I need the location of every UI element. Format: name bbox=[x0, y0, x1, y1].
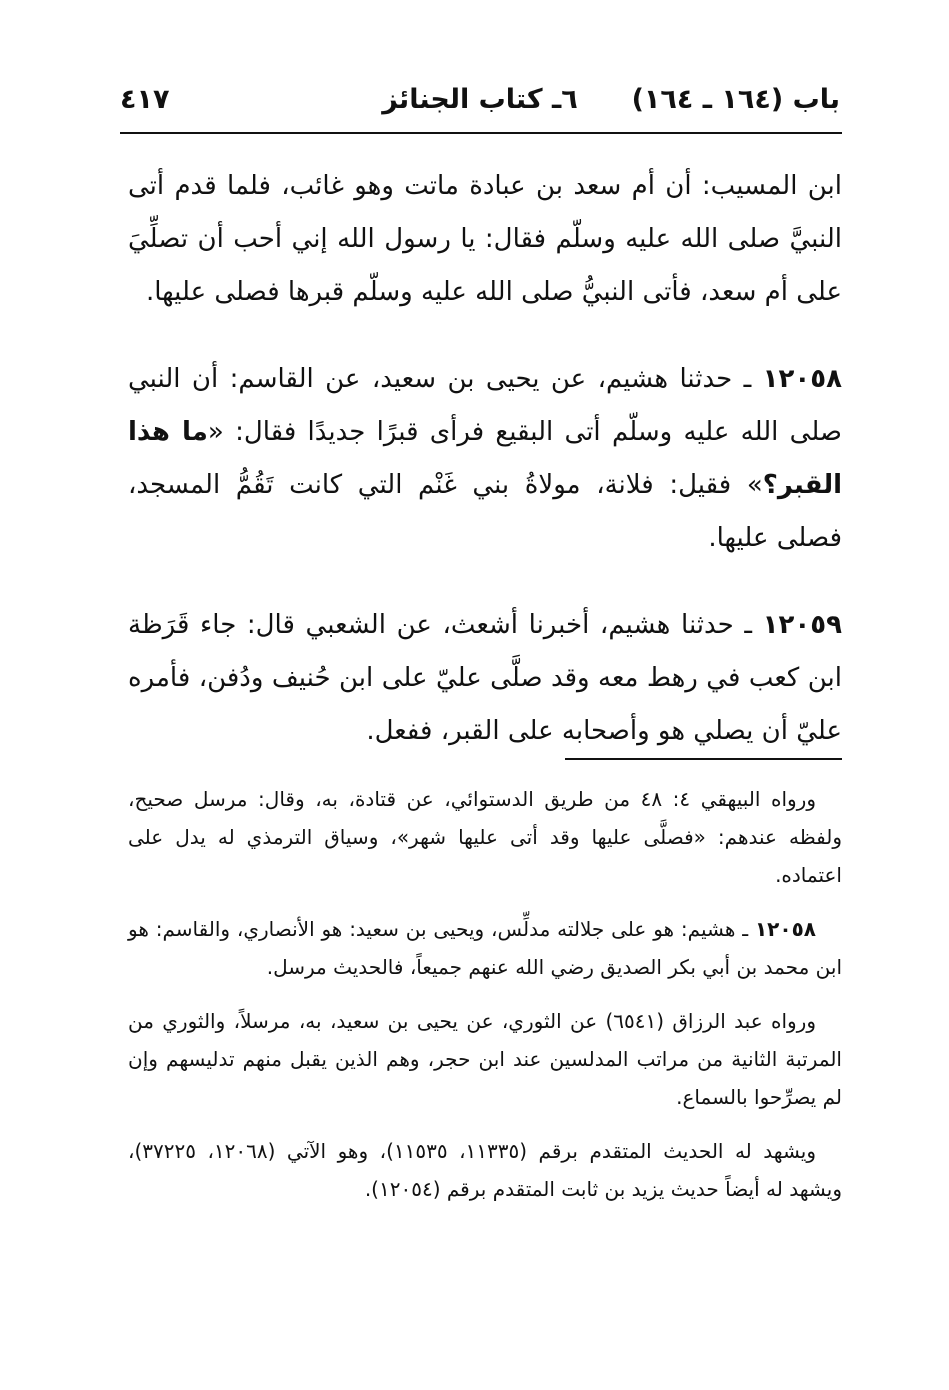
running-header bbox=[120, 80, 840, 130]
hadith-paragraph-12058 bbox=[128, 353, 842, 565]
hadith-number: ١٢٠٥٩ bbox=[762, 610, 842, 640]
main-text bbox=[128, 160, 842, 792]
paragraph-text: ـ حدثنا هشيم، أخبرنا أشعث، عن الشعبي قال: جاء قَرَظة ابن كعب في رهط معه وقد صلَّى عليّ على ابن حُنيف ودُفن، فأمره عليّ أن يصلي هو وأصحابه على القبر، ففعل. bbox=[128, 610, 842, 746]
hadith-number: ١٢٠٥٨ bbox=[762, 364, 842, 394]
header-divider bbox=[120, 132, 842, 134]
hadith-paragraph-continuation bbox=[128, 160, 842, 319]
quoted-phrase: ما هذا القبر؟ bbox=[128, 417, 842, 500]
footnote bbox=[128, 780, 842, 894]
footnote-text: ورواه البيهقي ٤: ٤٨ من طريق الدستوائي، عن قتادة، به، وقال: مرسل صحيح، ولفظه عندهم: «فصلَّى عليها وقد أتى عليها شهر»، وسياق الترمذي له يدل على اعتماده. bbox=[128, 787, 842, 887]
hadith-paragraph-12059 bbox=[128, 599, 842, 758]
footnote-number: ١٢٠٥٨ bbox=[754, 917, 816, 941]
footnote bbox=[128, 1132, 842, 1208]
footnote bbox=[128, 1002, 842, 1116]
paragraph-text: » فقيل: فلانة، مولاةُ بني غَنْم التي كانت تَقُمُّ المسجد، فصلى عليها. bbox=[128, 470, 842, 553]
footnote-text: ويشهد له الحديث المتقدم برقم (١١٣٣٥، ١١٥٣٥)، وهو الآتي (١٢٠٦٨، ٣٧٢٢٥)، ويشهد له أيضاً حديث يزيد بن ثابت المتقدم برقم (١٢٠٥٤). bbox=[128, 1139, 842, 1201]
book-title: ٦ـ كتاب الجنائز bbox=[382, 84, 578, 115]
footnote-text: ورواه عبد الرزاق (٦٥٤١) عن الثوري، عن يحيى بن سعيد، به، مرسلاً، والثوري من المرتبة الثانية من مراتب المدلسين عند ابن حجر، وهم الذين يقبل منهم تدليسهم وإن لم يصرِّحوا بالسماع. bbox=[128, 1009, 842, 1109]
footnote-divider bbox=[565, 758, 842, 760]
paragraph-text: ابن المسيب: أن أم سعد بن عبادة ماتت وهو غائب، فلما قدم أتى النبيَّ صلى الله عليه وسلّم فقال: يا رسول الله إني أحب أن تصلِّيَ على أم سعد، فأتى النبيُّ صلى الله عليه وسلّم قبرها فصلى عليها. bbox=[128, 171, 842, 307]
footnotes bbox=[128, 780, 842, 1224]
paragraph-text: ـ حدثنا هشيم، عن يحيى بن سعيد، عن القاسم: أن النبي صلى الله عليه وسلّم أتى البقيع فرأى قبرًا جديدًا فقال: « bbox=[128, 364, 843, 447]
footnote bbox=[128, 910, 842, 986]
page-number: ٤١٧ bbox=[120, 84, 170, 115]
footnote-text: ـ هشيم: هو على جلالته مدلِّس، ويحيى بن سعيد: هو الأنصاري، والقاسم: هو ابن محمد بن أبي بكر الصديق رضي الله عنهم جميعاً، فالحديث مرسل. bbox=[128, 917, 842, 979]
section-range: باب (١٦٤ ـ ١٦٤) bbox=[631, 84, 840, 115]
